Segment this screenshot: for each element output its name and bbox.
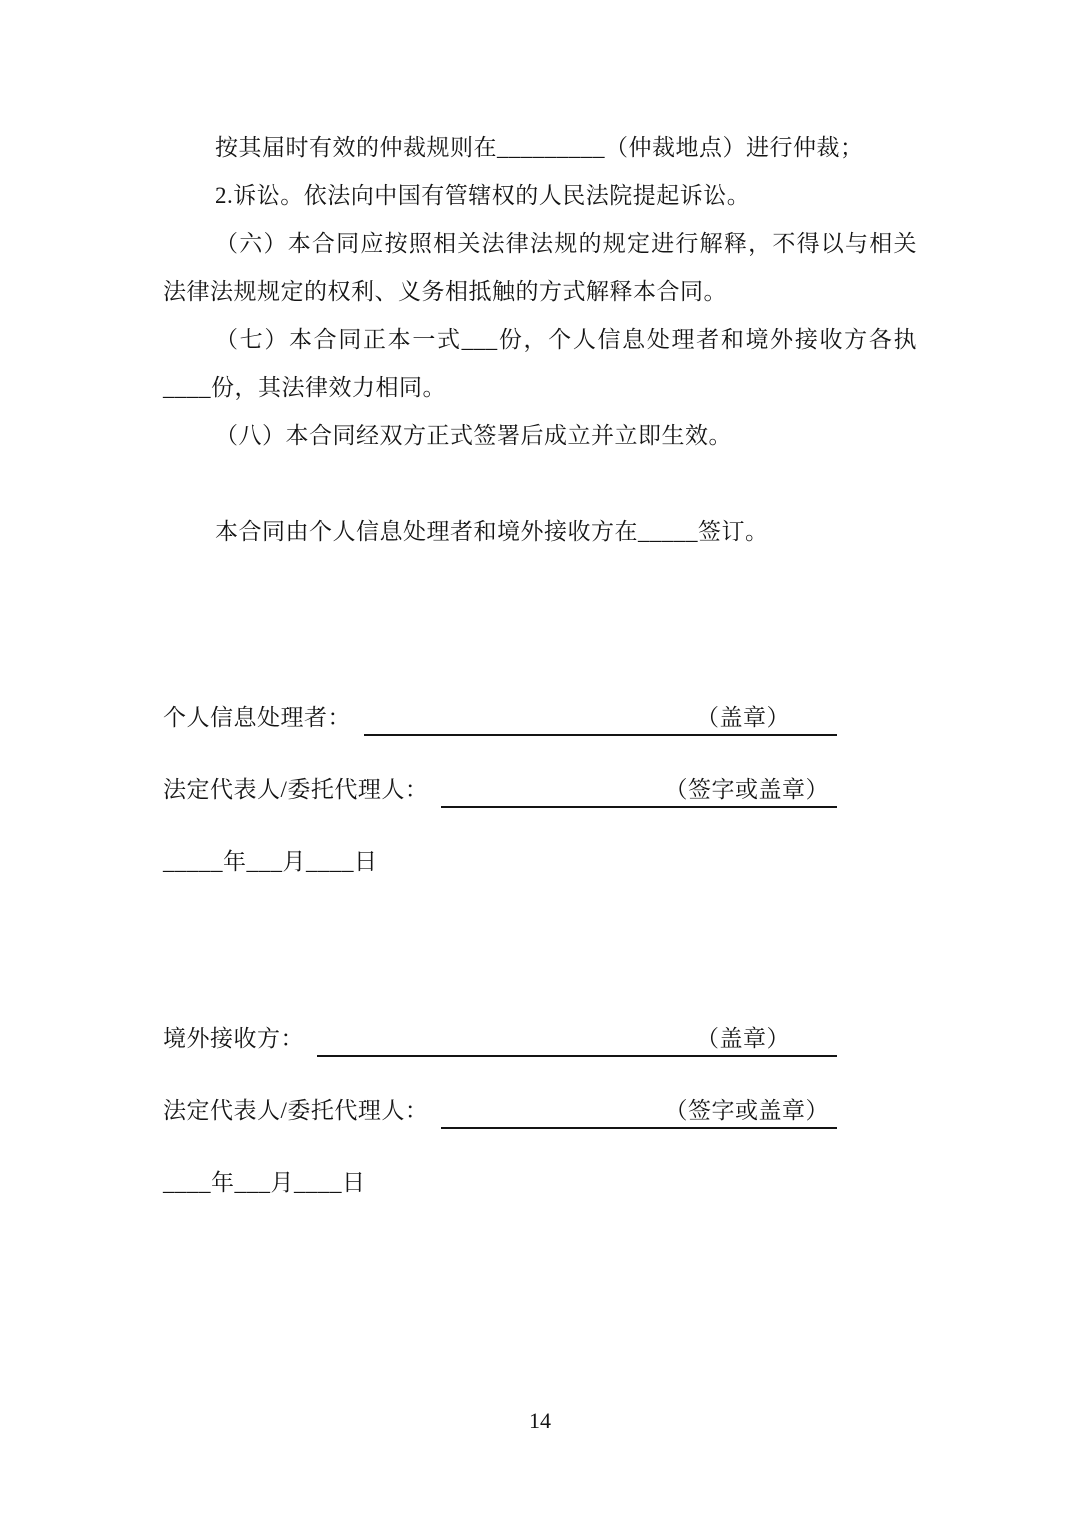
signature-line-tail [829,796,837,797]
contract-paragraph-arbitration: 按其届时有效的仲裁规则在_________（仲裁地点）进行仲裁； [215,135,864,160]
seal-note: （盖章） [696,705,790,730]
party-signature-row [163,1023,837,1057]
party-signature-row [163,702,837,736]
contract-paragraph-clause-7: （七）本合同正本一式___份，个人信息处理者和境外接收方各执____份，其法律效力相同。 [163,327,917,400]
contract-paragraph-clause-6: （六）本合同应按照相关法律法规的规定进行解释，不得以与相关法律法规规定的权利、义务相抵触的方式解释本合同。 [163,231,917,304]
page-number: 14 [529,1408,551,1433]
representative-label: 法定代表人/委托代理人： [163,1098,429,1123]
contract-paragraph-signing-place: 本合同由个人信息处理者和境外接收方在_____签订。 [215,519,769,544]
representative-signature-line [441,1095,837,1129]
representative-signature-line [441,774,837,808]
representative-label: 法定代表人/委托代理人： [163,777,429,802]
party-signature-line [364,702,837,736]
signature-line-tail [790,724,837,725]
signature-block-overseas-recipient [163,1023,917,1199]
party-signature-line [317,1023,837,1057]
party-label: 境外接收方： [163,1026,304,1051]
signature-line-tail [790,1045,837,1046]
representative-signature-row [163,1095,837,1129]
representative-signature-row [163,774,837,808]
party-label: 个人信息处理者： [163,705,351,730]
date-line: _____年___月____日 [163,849,378,874]
sign-or-seal-note: （签字或盖章） [664,777,829,802]
contract-paragraph-litigation: 2.诉讼。依法向中国有管辖权的人民法院提起诉讼。 [215,183,751,208]
signature-line-tail [829,1117,837,1118]
sign-or-seal-note: （签字或盖章） [664,1098,829,1123]
seal-note: （盖章） [696,1026,790,1051]
date-line: ____年___月____日 [163,1170,366,1195]
contract-paragraph-clause-8: （八）本合同经双方正式签署后成立并立即生效。 [215,423,732,448]
signature-block-processor [163,702,917,878]
